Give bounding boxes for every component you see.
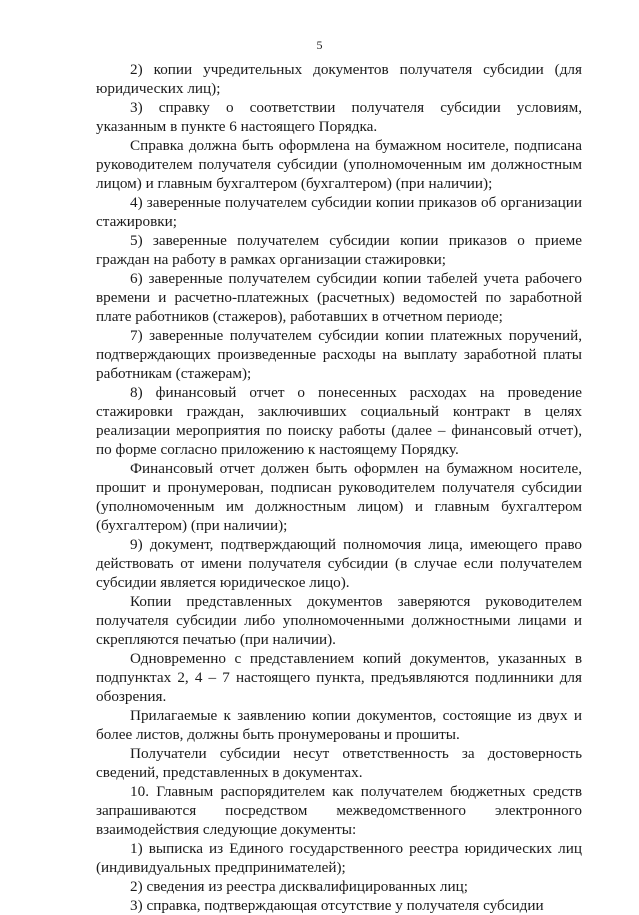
paragraph: Прилагаемые к заявлению копии документов, состоящие из двух и более листов, должны быть пронумерованы и прошиты. bbox=[96, 707, 582, 743]
paragraph: 8) финансовый отчет о понесенных расходах на проведение стажировки граждан, заключивших социальный контракт в целях реализации мероприятия по поиску работы (далее – финансовый отчет), по форме согласно приложению к настоящему Порядку. bbox=[96, 384, 582, 458]
paragraph: Справка должна быть оформлена на бумажном носителе, подписана руководителем получателя субсидии (уполномоченным им должностным лицом) и главным бухгалтером (бухгалтером) (при наличии); bbox=[96, 137, 582, 192]
paragraph: 2) копии учредительных документов получателя субсидии (для юридических лиц); bbox=[96, 61, 582, 97]
paragraph: 10. Главным распорядителем как получателем бюджетных средств запрашиваются посредством межведомственного электронного взаимодействия следующие документы: bbox=[96, 783, 582, 838]
paragraph: Копии представленных документов заверяются руководителем получателя субсидии либо уполномоченными должностными лицами и скрепляются печатью (при наличии). bbox=[96, 593, 582, 648]
page-number: 5 bbox=[316, 38, 323, 52]
paragraph: 4) заверенные получателем субсидии копии приказов об организации стажировки; bbox=[96, 194, 582, 230]
paragraph: Одновременно с представлением копий документов, указанных в подпунктах 2, 4 – 7 настоящего пункта, предъявляются подлинники для обозрения. bbox=[96, 650, 582, 705]
paragraph: 3) справка, подтверждающая отсутствие у получателя субсидии bbox=[130, 897, 544, 914]
paragraph: 2) сведения из реестра дисквалифицированных лиц; bbox=[130, 878, 468, 895]
paragraph: 6) заверенные получателем субсидии копии табелей учета рабочего времени и расчетно-платежных (расчетных) ведомостей по заработной плате работников (стажеров), работавших в отчетном периоде; bbox=[96, 270, 582, 325]
paragraph: 5) заверенные получателем субсидии копии приказов о приеме граждан на работу в рамках организации стажировки; bbox=[96, 232, 582, 268]
paragraph: Финансовый отчет должен быть оформлен на бумажном носителе, прошит и пронумерован, подписан руководителем получателя субсидии (уполномоченным им должностным лицом) и главным бухгалтером (бухгалтером) (при наличии); bbox=[96, 460, 582, 534]
document-body bbox=[96, 60, 582, 915]
paragraph: 3) справку о соответствии получателя субсидии условиям, указанным в пункте 6 настоящего Порядка. bbox=[96, 99, 582, 135]
paragraph: 7) заверенные получателем субсидии копии платежных поручений, подтверждающих произведенные расходы на выплату заработной платы работникам (стажерам); bbox=[96, 327, 582, 382]
paragraph: 9) документ, подтверждающий полномочия лица, имеющего право действовать от имени получателя субсидии (в случае если получателем субсидии является юридическое лицо). bbox=[96, 536, 582, 591]
paragraph: Получатели субсидии несут ответственность за достоверность сведений, представленных в документах. bbox=[96, 745, 582, 781]
paragraph: 1) выписка из Единого государственного реестра юридических лиц (индивидуальных предпринимателей); bbox=[96, 840, 582, 876]
